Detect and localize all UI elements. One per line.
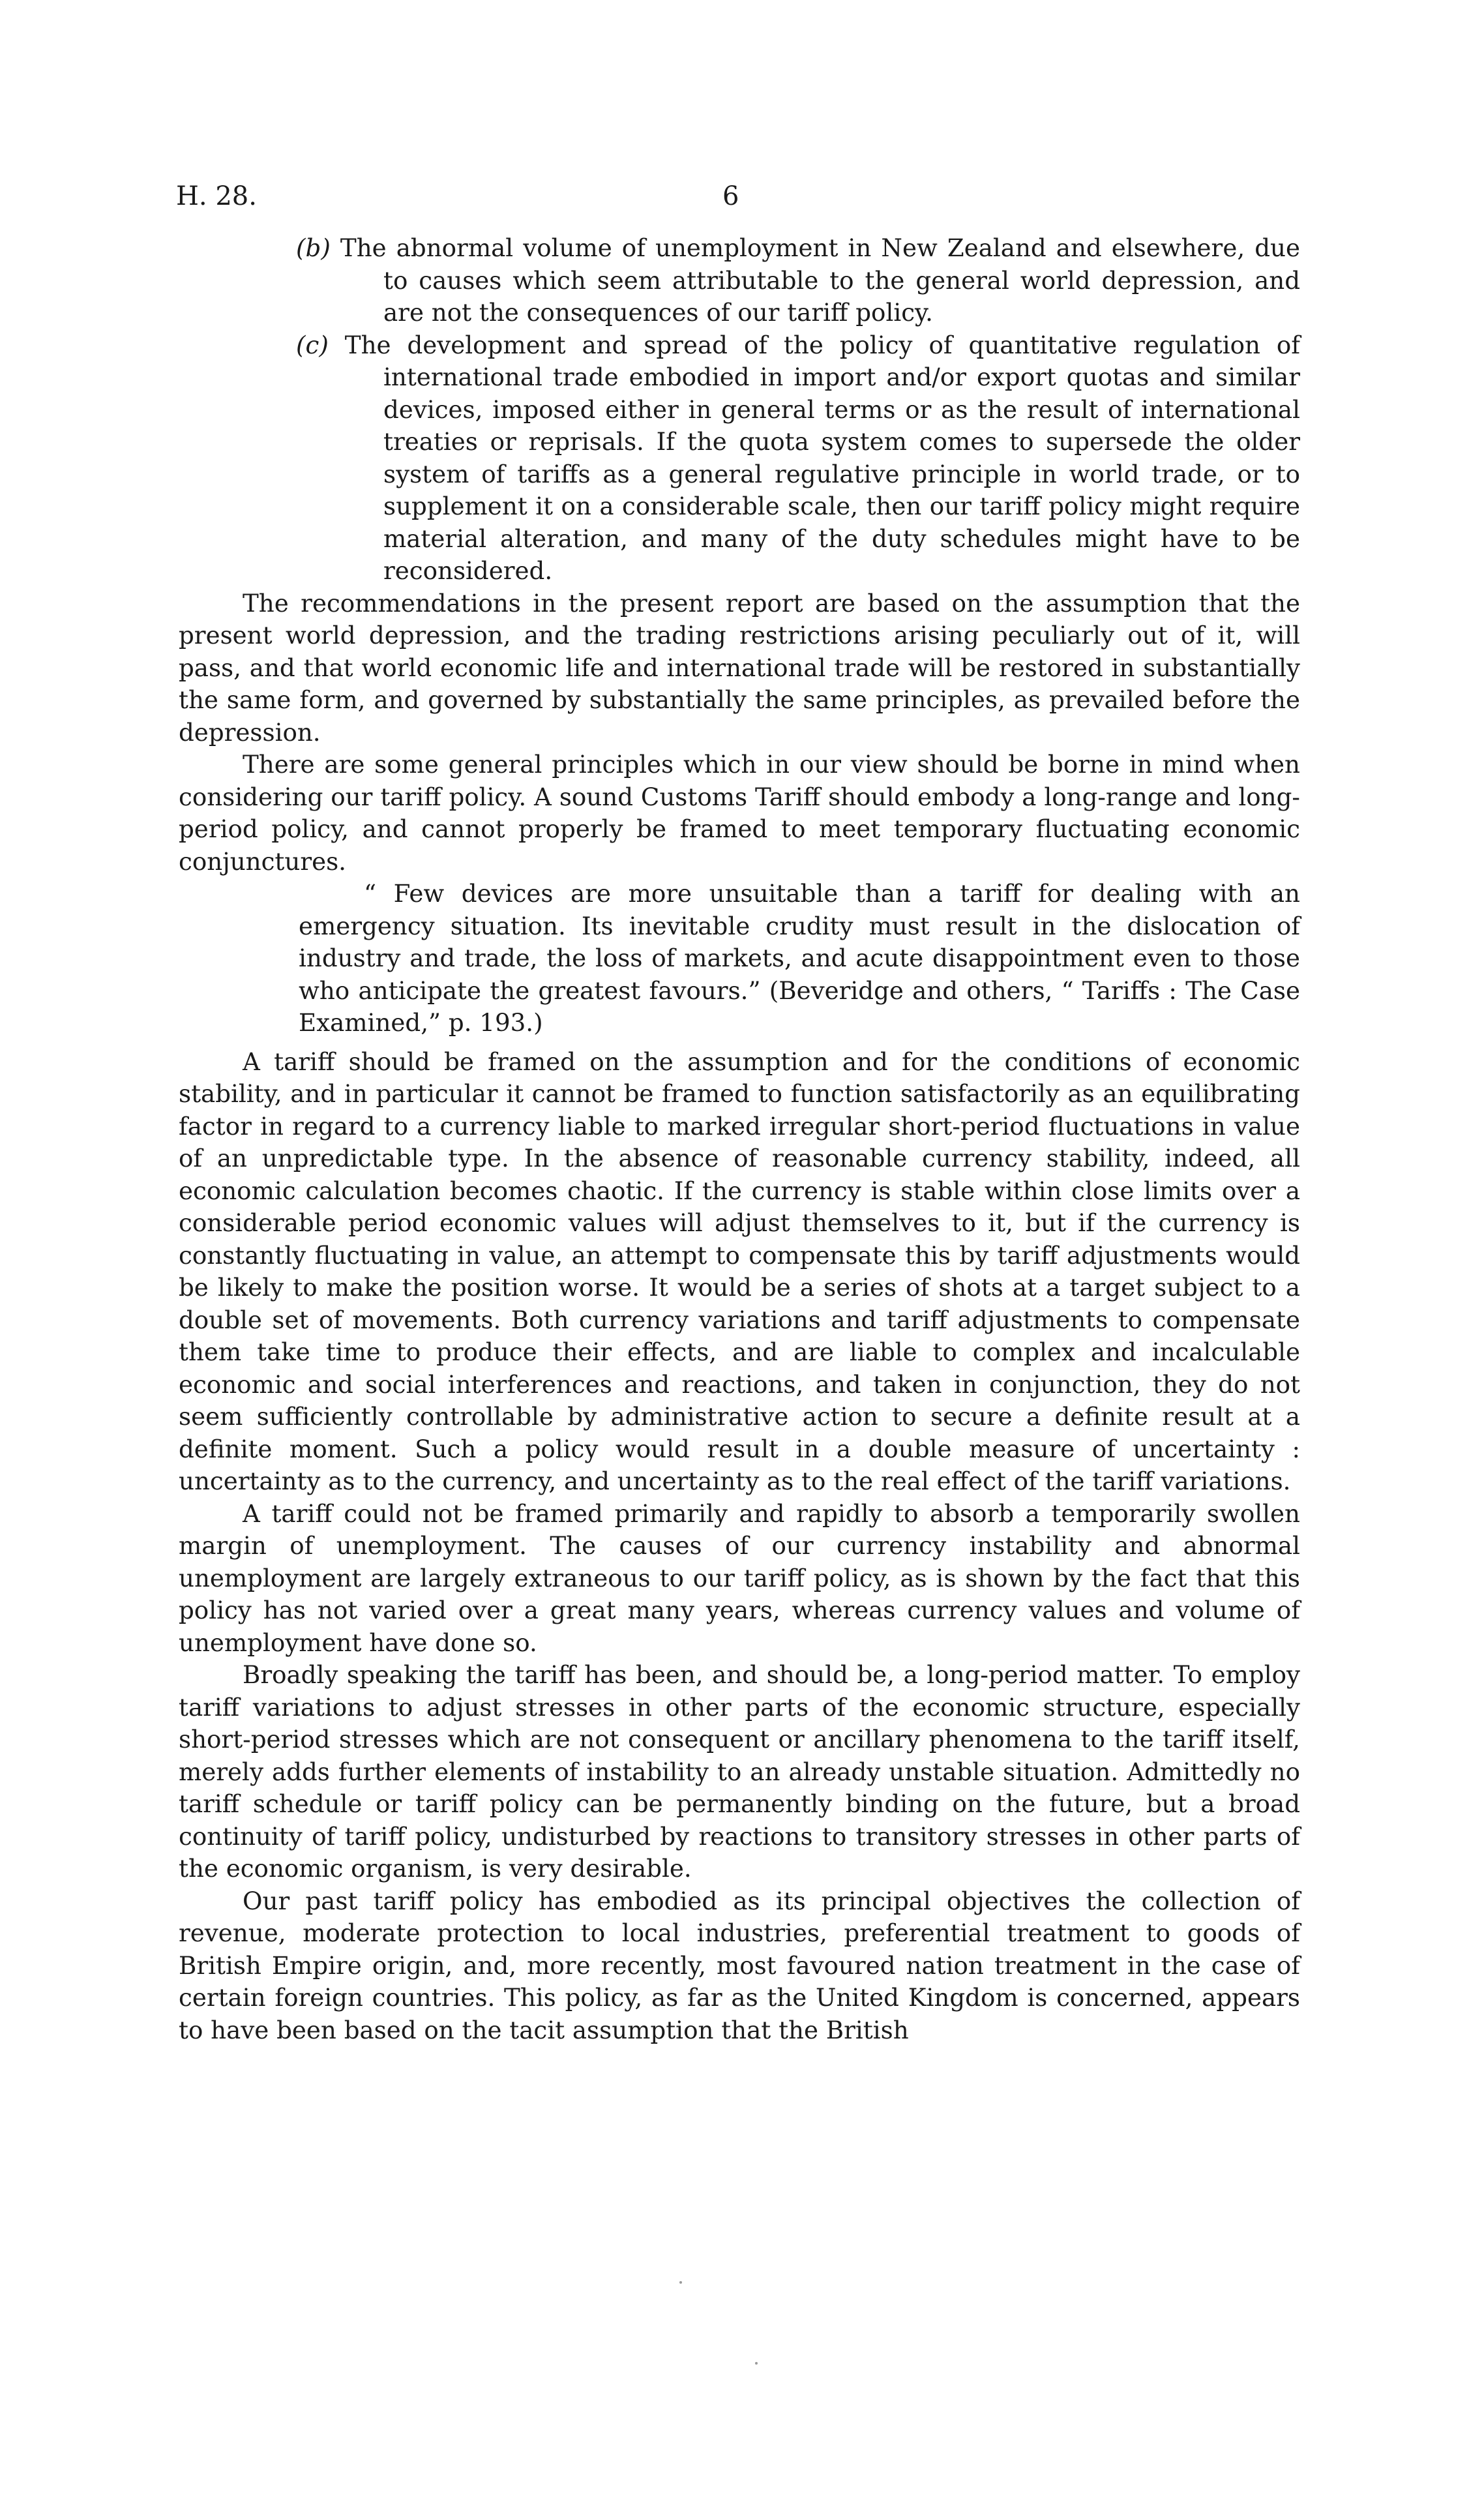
paragraph-economic-stability: A tariff should be framed on the assumption and for the conditions of economic stability, and in particular it cannot be framed to function satisfactorily as an equilibrating factor in regard to a currency liable to marked irregular short-period fluctuations in value of an unpredictable type. In the absence of reasonable currency stability, indeed, all economic calculation becomes chaotic. If the currency is stable within close limits over a considerable period economic values will adjust themselves to it, but if the currency is constantly fluctuating in value, an attempt to compensate this by tariff adjustments would be likely to make the position worse. It would be a series of shots at a target subject to a double set of movements. Both currency variations and tariff adjustments to compensate them take time to produce their effects, and are liable to complex and incalculable economic and social interferences and reactions, and taken in conjunction, they do not seem sufficiently controllable by administrative action to secure a definite result at a definite moment. Such a policy would result in a double measure of uncertainty : uncertainty as to the currency, and uncertainty as to the real effect of the tariff variations. xyxy=(179,1047,1300,1495)
scan-speck xyxy=(755,2362,758,2365)
paragraph-past-policy: Our past tariff policy has embodied as its principal objectives the collection of revenue, moderate protection to local industries, preferential treatment to goods of British Empire origin, and, more recently, most favoured nation treatment in the case of certain foreign countries. This policy, as far as the United Kingdom is concerned, appears to have been based on the tacit assumption that the British xyxy=(179,1886,1300,2044)
paragraph-unemployment: A tariff could not be framed primarily and rapidly to absorb a temporarily swollen margin of unemployment. The causes of our currency instability and abnormal unemployment are largely extraneous to our tariff policy, as is shown by the fact that this policy has not varied over a great many years, whereas currency values and volume of unemployment have done so. xyxy=(179,1499,1300,1657)
block-quote: “ Few devices are more unsuitable than a tariff for dealing with an emergency situation. Its inevitable crudity must result in the dislocation of industry and trade, the loss of markets, and acute disappointment even to those who anticipate the greatest favours.” (Beveridge and others, “ Tariffs : The Case Examined,” p. 193.) xyxy=(299,879,1300,1037)
list-item-text: The development and spread of the policy of quantitative regulation of international trade embodied in import and/or export quotas and similar devices, imposed either in general terms or as the result of international treaties or reprisals. If the quota system comes to supersede the older system of tariffs as a general regulative principle in world trade, or to supplement it on a considerable scale, then our tariff policy might require material alteration, and many of the duty schedules might have to be reconsidered. xyxy=(344,330,1300,585)
paragraph-long-period: Broadly speaking the tariff has been, and should be, a long-period matter. To employ tariff variations to adjust stresses in other parts of the economic structure, especially short-period stresses which are not consequent or ancillary phenomena to the tariff itself, merely adds further elements of instability to an already unstable situation. Admittedly no tariff schedule or tariff policy can be permanently binding on the future, but a broad continuity of tariff policy, undisturbed by reactions to transitory stresses in other parts of the economic organism, is very desirable. xyxy=(179,1660,1300,1883)
list-item-text: The abnormal volume of unemployment in New Zealand and elsewhere, due to causes which seem attributable to the general world depression, and are not the consequences of our tariff policy. xyxy=(340,233,1300,327)
list-item-label: (c) xyxy=(296,330,329,359)
paragraph-recommendations: The recommendations in the present report are based on the assumption that the present world depression, and the trading restrictions arising peculiarly out of it, will pass, and that world economic life and international trade will be restored in substantially the same form, and governed by substantially the same principles, as prevailed before the depression. xyxy=(179,588,1300,747)
document-reference: H. 28. xyxy=(176,181,257,211)
scan-speck xyxy=(679,2281,682,2284)
list-item-label: (b) xyxy=(296,233,331,262)
page-body xyxy=(179,232,1300,2046)
list-item-b xyxy=(296,232,1300,329)
list-item-c xyxy=(296,329,1300,588)
page-header xyxy=(0,181,1484,227)
page-number: 6 xyxy=(722,181,739,211)
paragraph-general-principles: There are some general principles which in our view should be borne in mind when considering our tariff policy. A sound Customs Tariff should embody a long-range and long-period policy, and cannot properly be framed to meet temporary fluctuating economic conjunctures. xyxy=(179,750,1300,876)
